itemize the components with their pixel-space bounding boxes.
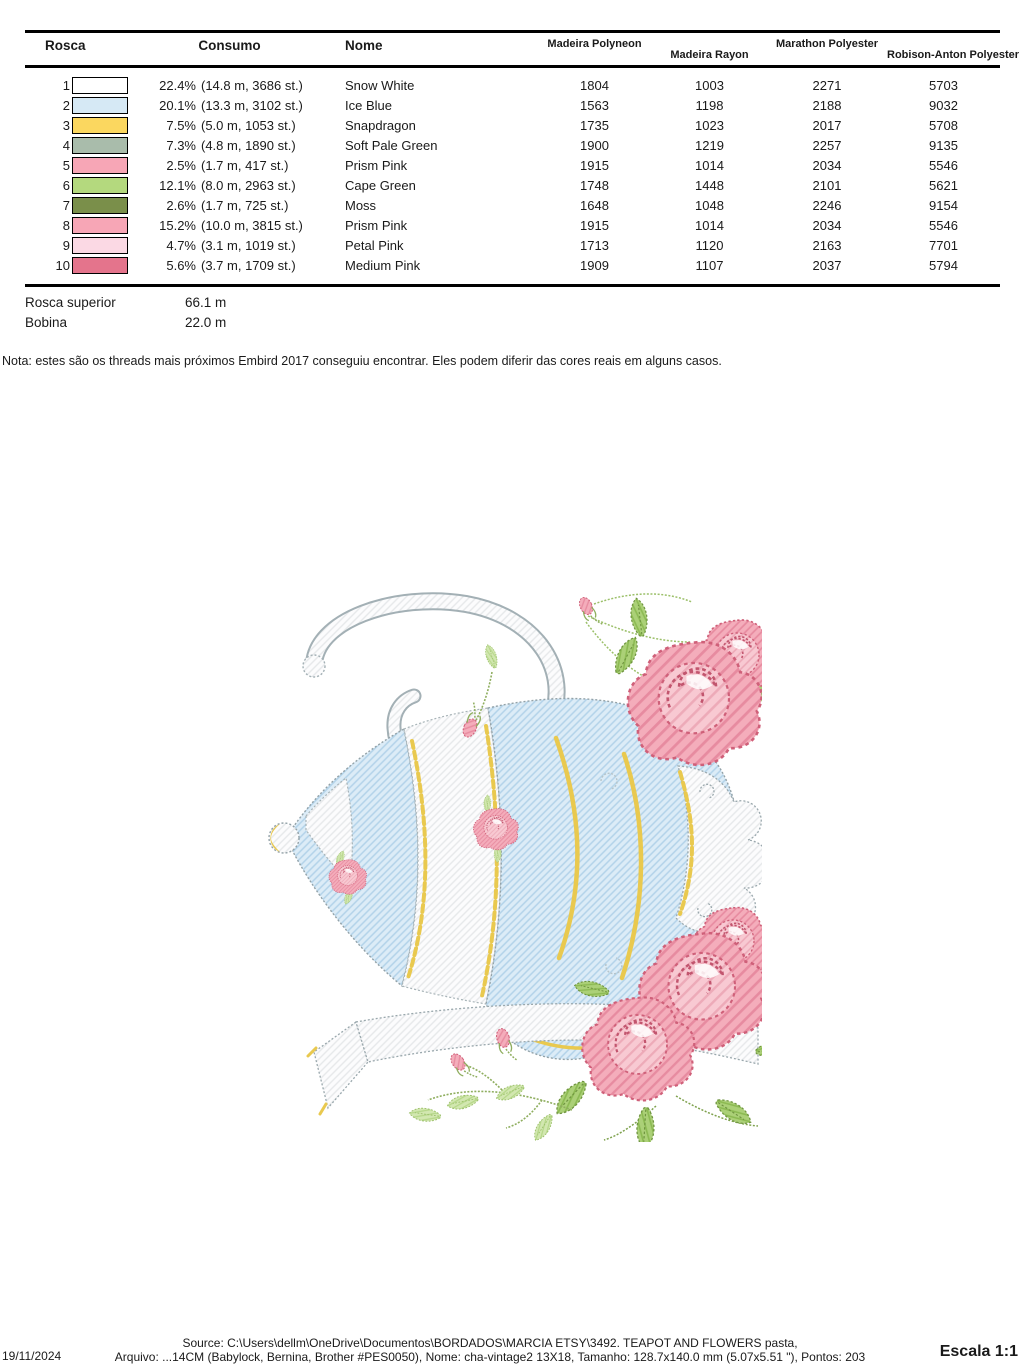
consumo-detail: (1.7 m, 725 st.)	[201, 197, 289, 213]
swatch-cell	[72, 117, 132, 134]
consumo-cell	[132, 138, 327, 153]
marathon-polyester-code: 2163	[812, 237, 842, 253]
consumo-percent: 7.5%	[166, 117, 196, 133]
robison-anton-code: 9154	[929, 197, 958, 213]
madeira-polyneon-code: 1915	[580, 217, 609, 233]
thread-note: Nota: estes são os threads mais próximos Embird 2017 conseguiu encontrar. Eles podem diferir das cores reais em alguns casos.	[2, 354, 722, 368]
consumo-detail: (14.8 m, 3686 st.)	[201, 77, 303, 93]
total-row-upper-thread	[25, 292, 226, 312]
marathon-polyester-code: 2034	[812, 217, 842, 233]
header-nome: Nome	[345, 38, 383, 53]
marathon-polyester-code: 2037	[812, 257, 842, 273]
table-row	[25, 255, 1000, 275]
row-number: 9	[62, 237, 70, 253]
consumo-cell	[132, 198, 327, 213]
thread-name: Prism Pink	[345, 217, 408, 233]
row-number: 8	[62, 217, 70, 233]
consumo-percent: 2.6%	[166, 197, 196, 213]
swatch-cell	[72, 237, 132, 254]
consumo-percent: 12.1%	[159, 177, 196, 193]
consumo-percent: 15.2%	[159, 217, 196, 233]
thread-swatch	[72, 197, 128, 214]
consumo-percent: 5.6%	[166, 257, 196, 273]
consumo-detail: (3.7 m, 1709 st.)	[201, 257, 296, 273]
madeira-polyneon-code: 1804	[580, 77, 609, 93]
row-number: 4	[62, 137, 70, 153]
thread-name: Cape Green	[345, 177, 416, 193]
madeira-rayon-code: 1023	[695, 117, 724, 133]
madeira-polyneon-code: 1563	[580, 97, 609, 113]
table-row	[25, 135, 1000, 155]
robison-anton-code: 9135	[929, 137, 958, 153]
madeira-rayon-code: 1219	[695, 137, 724, 153]
madeira-rayon-code: 1120	[695, 237, 724, 253]
thread-table-body	[25, 68, 1000, 287]
teapot-and-roses-graphic	[256, 576, 762, 1142]
consumo-detail: (8.0 m, 2963 st.)	[201, 177, 296, 193]
madeira-rayon-code: 1048	[695, 197, 724, 213]
robison-anton-code: 7701	[929, 237, 958, 253]
embroidery-design	[256, 576, 762, 1142]
footer-arquivo-line: Arquivo: ...14CM (Babylock, Bernina, Brother #PES0050), Nome: cha-vintage2 13X18, Tamanho: 128.7x140.0 mm (5.07x5.51 "), Pontos: 203	[114, 1349, 866, 1364]
bobbin-value: 22.0 m	[185, 314, 227, 330]
thread-swatch	[72, 77, 128, 94]
swatch-cell	[72, 197, 132, 214]
madeira-polyneon-code: 1713	[580, 237, 609, 253]
header-madeira-rayon: Madeira Rayon	[670, 49, 749, 61]
consumo-percent: 20.1%	[159, 97, 196, 113]
thread-name: Moss	[345, 197, 377, 213]
table-row	[25, 175, 1000, 195]
madeira-polyneon-code: 1909	[580, 257, 609, 273]
madeira-rayon-code: 1014	[695, 157, 724, 173]
swatch-cell	[72, 157, 132, 174]
row-number: 1	[62, 77, 70, 93]
robison-anton-code: 5546	[929, 157, 958, 173]
madeira-polyneon-code: 1648	[580, 197, 609, 213]
swatch-cell	[72, 137, 132, 154]
row-number: 6	[62, 177, 70, 193]
thread-table	[25, 30, 1020, 287]
row-number: 5	[62, 157, 70, 173]
thread-swatch	[72, 137, 128, 154]
row-number: 3	[62, 117, 70, 133]
table-row	[25, 75, 1000, 95]
thread-name: Soft Pale Green	[345, 137, 438, 153]
header-marathon-polyester: Marathon Polyester	[775, 38, 879, 50]
swatch-cell	[72, 217, 132, 234]
swatch-cell	[72, 97, 132, 114]
thread-swatch	[72, 177, 128, 194]
upper-thread-label: Rosca superior	[25, 294, 116, 310]
consumo-detail: (5.0 m, 1053 st.)	[201, 117, 296, 133]
table-row	[25, 115, 1000, 135]
consumo-cell	[132, 98, 327, 113]
thread-swatch	[72, 257, 128, 274]
swatch-cell	[72, 257, 132, 274]
marathon-polyester-code: 2257	[812, 137, 842, 153]
consumo-cell	[132, 178, 327, 193]
consumo-detail: (3.1 m, 1019 st.)	[201, 237, 296, 253]
robison-anton-code: 5703	[929, 77, 958, 93]
marathon-polyester-code: 2188	[812, 97, 842, 113]
footer-date: 19/11/2024	[2, 1349, 62, 1363]
consumo-cell	[132, 78, 327, 93]
upper-thread-value: 66.1 m	[185, 294, 227, 310]
thread-name: Medium Pink	[345, 257, 421, 273]
consumo-percent: 2.5%	[166, 157, 196, 173]
row-number: 2	[62, 97, 70, 113]
marathon-polyester-code: 2101	[812, 177, 842, 193]
marathon-polyester-code: 2246	[812, 197, 842, 213]
consumo-cell	[132, 158, 327, 173]
thread-swatch	[72, 237, 128, 254]
madeira-rayon-code: 1198	[695, 97, 724, 113]
madeira-polyneon-code: 1900	[580, 137, 609, 153]
thread-name: Ice Blue	[345, 97, 392, 113]
consumo-detail: (13.3 m, 3102 st.)	[201, 97, 303, 113]
thread-totals	[25, 292, 226, 332]
consumo-percent: 22.4%	[159, 77, 196, 93]
consumo-detail: (1.7 m, 417 st.)	[201, 157, 289, 173]
teapot-scalloped-base	[676, 766, 762, 932]
consumo-detail: (4.8 m, 1890 st.)	[201, 137, 296, 153]
header-rosca: Rosca	[45, 38, 86, 53]
robison-anton-code: 9032	[929, 97, 958, 113]
table-row	[25, 215, 1000, 235]
thread-name: Prism Pink	[345, 157, 408, 173]
thread-swatch	[72, 117, 128, 134]
header-robison-anton-polyester: Robison-Anton Polyester	[887, 49, 1020, 61]
total-row-bobbin	[25, 312, 226, 332]
robison-anton-code: 5708	[929, 117, 958, 133]
bobbin-label: Bobina	[25, 314, 68, 330]
madeira-rayon-code: 1107	[695, 257, 724, 273]
table-row	[25, 235, 1000, 255]
table-row	[25, 95, 1000, 115]
table-row	[25, 155, 1000, 175]
consumo-percent: 7.3%	[166, 137, 196, 153]
thread-name: Snow White	[345, 77, 415, 93]
robison-anton-code: 5621	[929, 177, 958, 193]
marathon-polyester-code: 2271	[812, 77, 842, 93]
header-consumo: Consumo	[198, 38, 261, 53]
marathon-polyester-code: 2034	[812, 157, 842, 173]
madeira-rayon-code: 1014	[695, 217, 724, 233]
madeira-rayon-code: 1448	[695, 177, 724, 193]
consumo-detail: (10.0 m, 3815 st.)	[201, 217, 303, 233]
table-row	[25, 195, 1000, 215]
robison-anton-code: 5546	[929, 217, 958, 233]
consumo-percent: 4.7%	[166, 237, 196, 253]
thread-name: Petal Pink	[345, 237, 404, 253]
thread-name: Snapdragon	[345, 117, 416, 133]
row-number: 7	[62, 197, 70, 213]
footer-scale-label: Escala 1:1	[939, 1343, 1018, 1360]
consumo-cell	[132, 258, 327, 273]
thread-swatch	[72, 157, 128, 174]
consumo-cell	[132, 238, 327, 253]
thread-swatch	[72, 217, 128, 234]
thread-swatch	[72, 97, 128, 114]
madeira-polyneon-code: 1915	[580, 157, 609, 173]
footer-file-info	[60, 1337, 920, 1364]
swatch-cell	[72, 77, 132, 94]
marathon-polyester-code: 2017	[812, 117, 842, 133]
header-madeira-polyneon: Madeira Polyneon	[547, 38, 642, 50]
swatch-cell	[72, 177, 132, 194]
footer-source-line: Source: C:\Users\dellm\OneDrive\Documentos\BORDADOS\MARCIA ETSY\3492. TEAPOT AND FLOWERS pasta,	[182, 1336, 798, 1350]
consumo-cell	[132, 118, 327, 133]
madeira-polyneon-code: 1735	[580, 117, 609, 133]
row-number: 10	[55, 257, 70, 273]
madeira-polyneon-code: 1748	[580, 177, 609, 193]
robison-anton-code: 5794	[929, 257, 958, 273]
consumo-cell	[132, 218, 327, 233]
thread-table-header	[25, 30, 1020, 68]
madeira-rayon-code: 1003	[695, 77, 724, 93]
